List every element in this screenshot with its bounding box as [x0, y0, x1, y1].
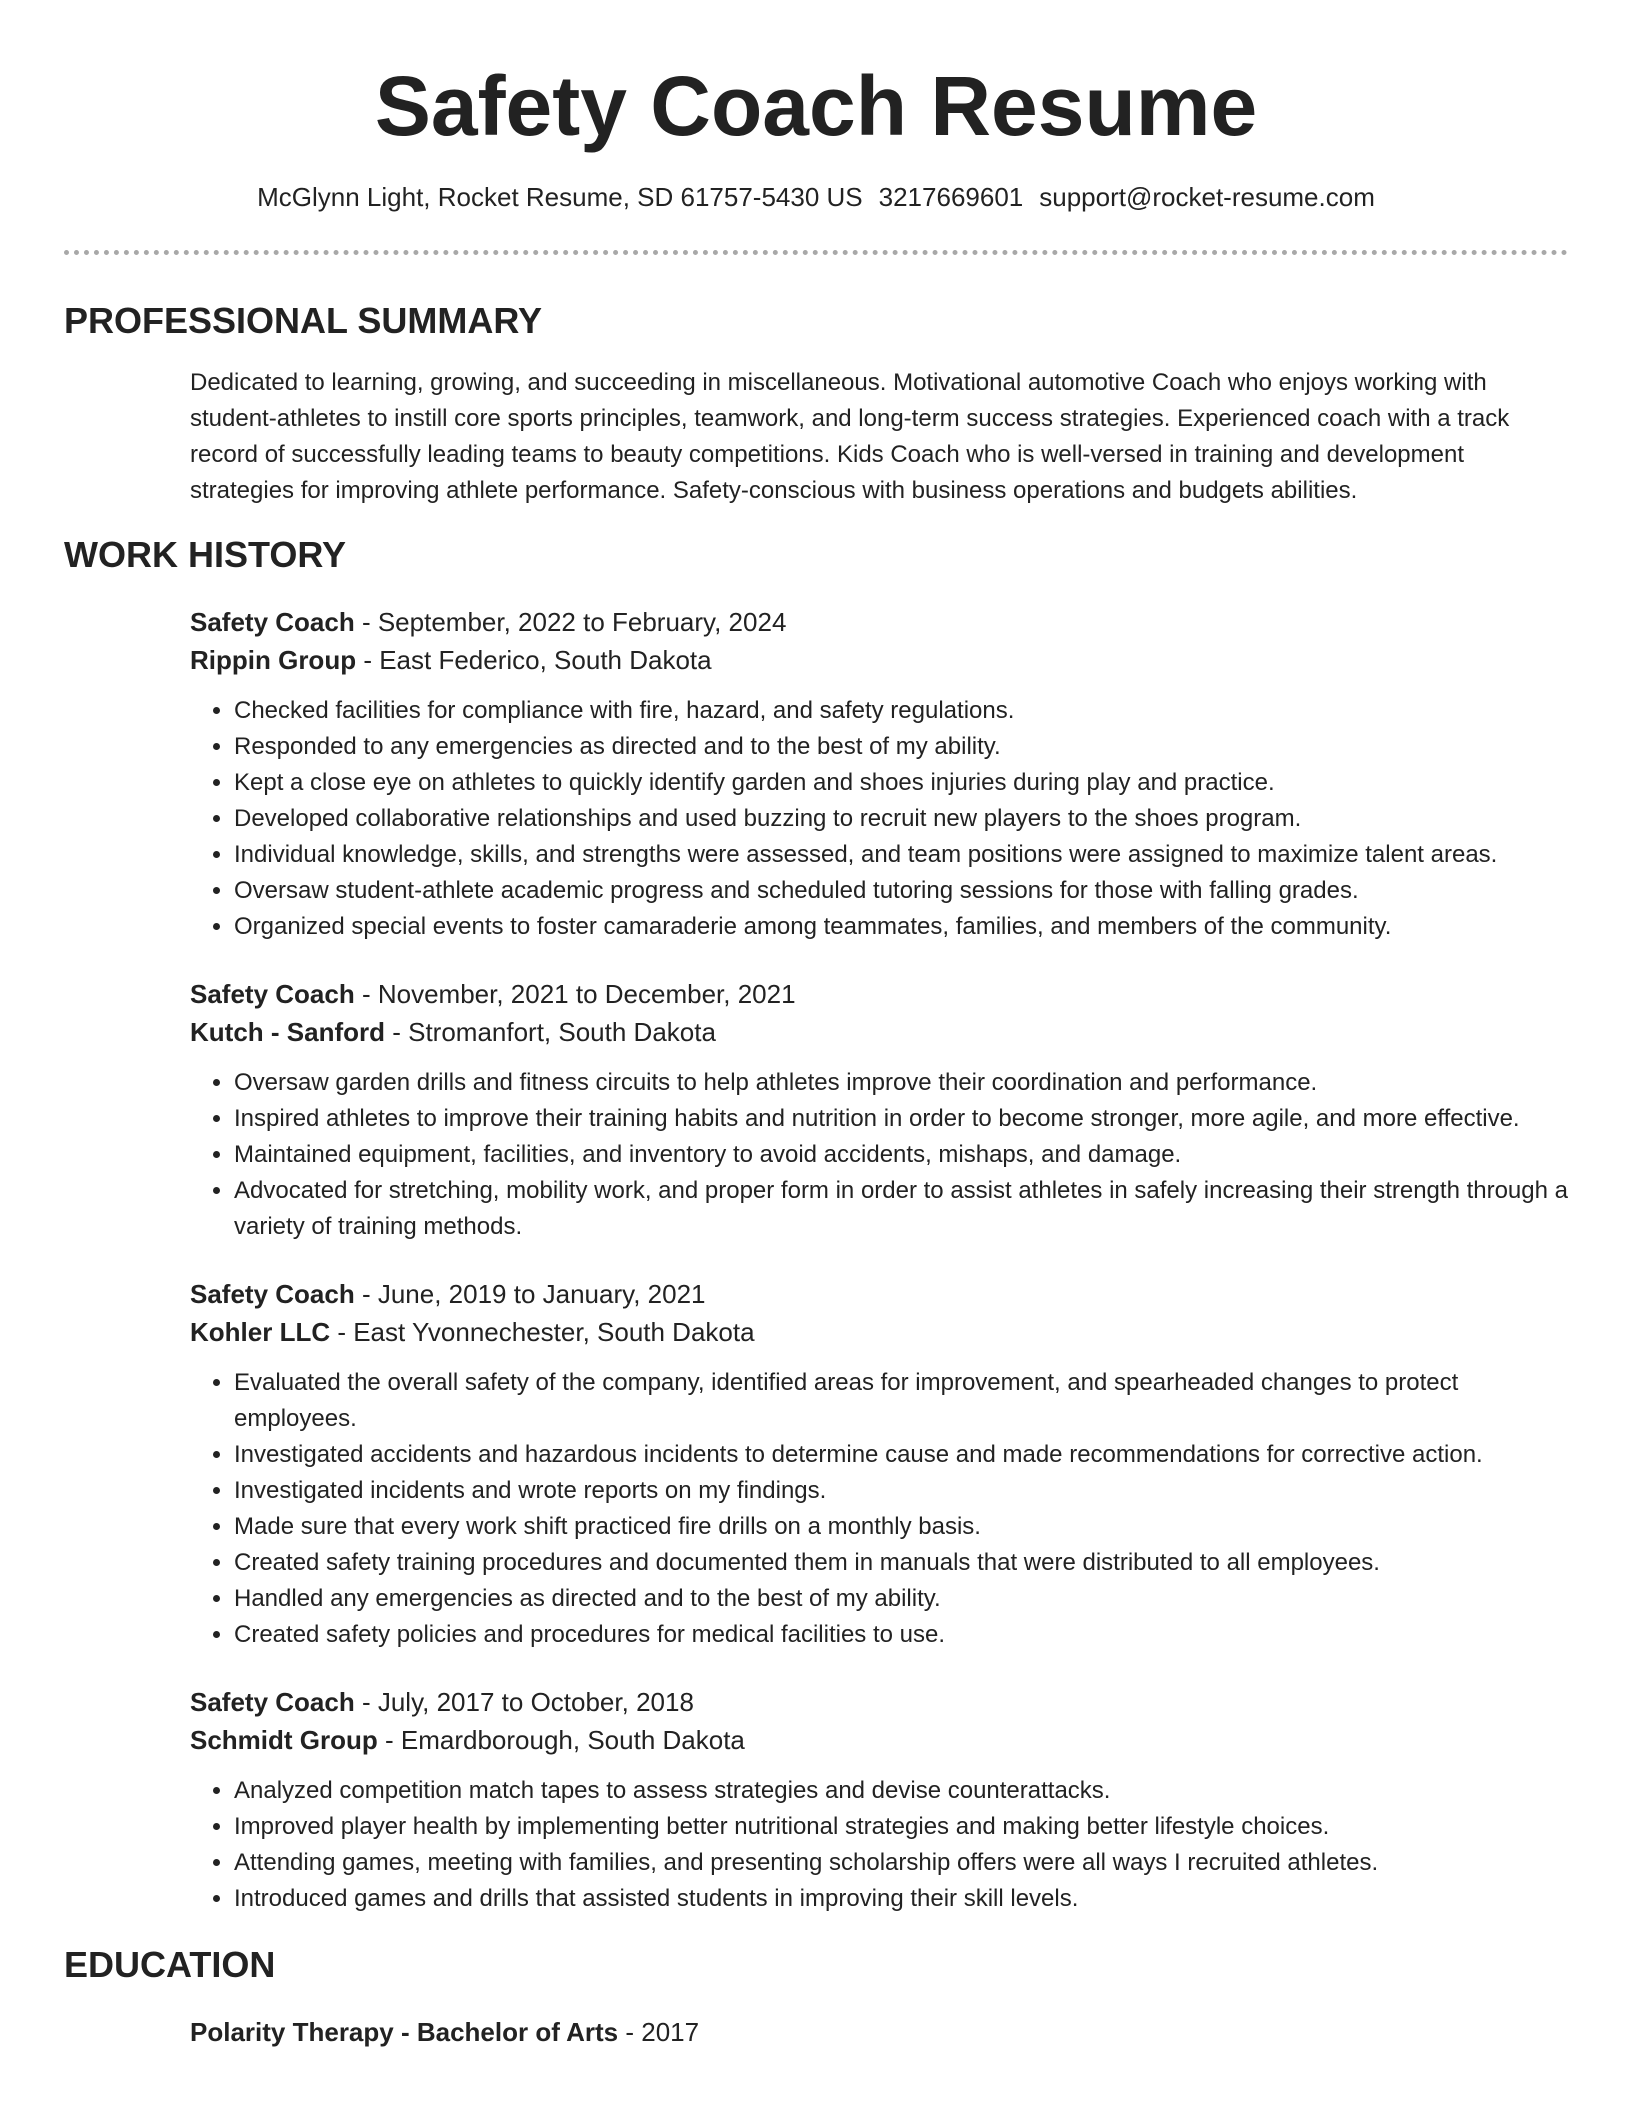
job-bullet: • Maintained equipment, facilities, and inventory to avoid accidents, mishaps, and damage.: [234, 1137, 1568, 1173]
job-dates: - September, 2022 to February, 2024: [354, 607, 787, 637]
job-title-line: [190, 975, 1568, 1013]
work-history-list: [64, 603, 1568, 1917]
job-title: Safety Coach: [190, 979, 355, 1009]
job-bullet: • Improved player health by implementing better nutritional strategies and making better lifestyle choices.: [234, 1809, 1568, 1845]
job-bullet: • Analyzed competition match tapes to assess strategies and devise counterattacks.: [234, 1773, 1568, 1809]
job-bullet: • Made sure that every work shift practiced fire drills on a monthly basis.: [234, 1509, 1568, 1545]
job-bullet-list: [190, 1065, 1568, 1245]
resume-title: Safety Coach Resume: [374, 59, 1258, 153]
job-location: - Emardborough, South Dakota: [377, 1725, 745, 1755]
job-bullet-list: [190, 693, 1568, 945]
job-bullet: • Investigated accidents and hazardous incidents to determine cause and made recommendations for corrective action.: [234, 1437, 1568, 1473]
education-degree: Polarity Therapy - Bachelor of Arts: [190, 2017, 619, 2047]
job-entry: [190, 975, 1568, 1245]
work-history-heading: WORK HISTORY: [64, 534, 347, 575]
job-bullet: • Attending games, meeting with families, and presenting scholarship offers were all ways I recruited athletes.: [234, 1845, 1568, 1881]
job-company-line: [190, 1313, 1568, 1351]
job-company: Kutch - Sanford: [190, 1017, 385, 1047]
contact-address: McGlynn Light, Rocket Resume, SD 61757-5430 US: [257, 182, 863, 212]
job-company: Kohler LLC: [190, 1317, 331, 1347]
job-location: - Stromanfort, South Dakota: [385, 1017, 716, 1047]
job-title: Safety Coach: [190, 607, 355, 637]
education-heading: EDUCATION: [64, 1944, 276, 1985]
job-bullet: • Created safety policies and procedures for medical facilities to use.: [234, 1617, 1568, 1653]
job-bullet: • Created safety training procedures and documented them in manuals that were distributed to all employees.: [234, 1545, 1568, 1581]
summary-text: Dedicated to learning, growing, and succeeding in miscellaneous. Motivational automotive Coach who enjoys working with student-athletes to instill core sports principles, teamwork, and long-term success strategies. Experienced coach with a track record of successfully leading teams to beauty competitions. Kids Coach who is well-versed in training and development strategies for improving athlete performance. Safety-conscious with business operations and budgets abilities.: [190, 369, 1510, 504]
job-bullet: • Introduced games and drills that assisted students in improving their skill levels.: [234, 1881, 1568, 1917]
job-company: Rippin Group: [190, 645, 357, 675]
job-company: Schmidt Group: [190, 1725, 378, 1755]
job-location: - East Yvonnechester, South Dakota: [330, 1317, 755, 1347]
job-bullet: • Organized special events to foster camaraderie among teammates, families, and members of the community.: [234, 909, 1568, 945]
job-company-line: [190, 1721, 1568, 1759]
job-bullet-list: [190, 1365, 1568, 1653]
job-bullet: • Handled any emergencies as directed and to the best of my ability.: [234, 1581, 1568, 1617]
job-bullet: • Oversaw student-athlete academic progress and scheduled tutoring sessions for those with falling grades.: [234, 873, 1568, 909]
job-title: Safety Coach: [190, 1687, 355, 1717]
job-location: - East Federico, South Dakota: [356, 645, 712, 675]
job-bullet: • Checked facilities for compliance with fire, hazard, and safety regulations.: [234, 693, 1568, 729]
contact-email: support@rocket-resume.com: [1039, 182, 1375, 212]
job-bullet: • Kept a close eye on athletes to quickly identify garden and shoes injuries during play and practice.: [234, 765, 1568, 801]
job-bullet: • Individual knowledge, skills, and strengths were assessed, and team positions were assigned to maximize talent areas.: [234, 837, 1568, 873]
contact-phone: 3217669601: [878, 182, 1024, 212]
job-bullet: • Developed collaborative relationships and used buzzing to recruit new players to the shoes program.: [234, 801, 1568, 837]
contact-line: [64, 180, 1568, 214]
job-bullet-list: [190, 1773, 1568, 1917]
job-bullet: • Investigated incidents and wrote reports on my findings.: [234, 1473, 1568, 1509]
job-title-line: [190, 1275, 1568, 1313]
education-year: - 2017: [618, 2017, 700, 2047]
job-title-line: [190, 603, 1568, 641]
job-dates: - November, 2021 to December, 2021: [354, 979, 796, 1009]
job-bullet: • Advocated for stretching, mobility work, and proper form in order to assist athletes in safely increasing their strength through a variety of training methods.: [234, 1173, 1568, 1245]
job-entry: [190, 603, 1568, 945]
header-divider: [64, 250, 1568, 255]
job-company-line: [190, 641, 1568, 679]
summary-heading: PROFESSIONAL SUMMARY: [64, 300, 543, 341]
job-title: Safety Coach: [190, 1279, 355, 1309]
job-dates: - June, 2019 to January, 2021: [354, 1279, 706, 1309]
job-company-line: [190, 1013, 1568, 1051]
job-dates: - July, 2017 to October, 2018: [354, 1687, 694, 1717]
job-entry: [190, 1275, 1568, 1653]
job-bullet: • Inspired athletes to improve their training habits and nutrition in order to become stronger, more agile, and more effective.: [234, 1101, 1568, 1137]
job-title-line: [190, 1683, 1568, 1721]
job-bullet: • Responded to any emergencies as directed and to the best of my ability.: [234, 729, 1568, 765]
job-entry: [190, 1683, 1568, 1917]
job-bullet: • Oversaw garden drills and fitness circuits to help athletes improve their coordination and performance.: [234, 1065, 1568, 1101]
job-bullet: • Evaluated the overall safety of the company, identified areas for improvement, and spearheaded changes to protect employees.: [234, 1365, 1568, 1437]
education-entry: [190, 2013, 1568, 2051]
